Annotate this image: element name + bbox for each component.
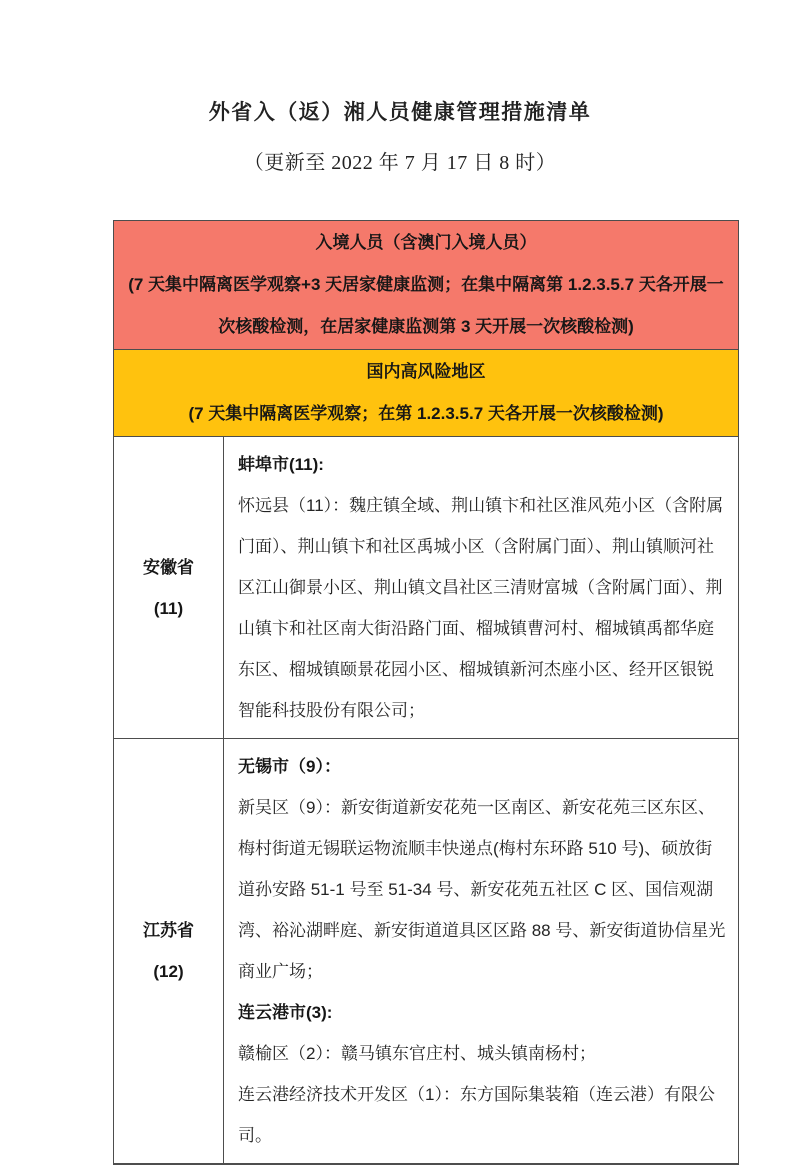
- table-row-anhui: [114, 437, 738, 739]
- area-list: 连云港经济技术开发区（1）：东方国际集装箱（连云港）有限公司。: [238, 1085, 715, 1145]
- city-heading: 无锡市（9）：: [238, 757, 341, 776]
- entry-banner: [114, 221, 738, 350]
- province-count: (12): [153, 962, 184, 981]
- entry-banner-heading: 入境人员（含澳门入境人员）: [315, 233, 537, 252]
- area-list: 怀远县（11）：魏庄镇全域、荆山镇卞和社区淮风苑小区（含附属门面）、荆山镇卞和社区禹城小区（含附属门面）、荆山镇顺河社区江山御景小区、荆山镇文昌社区三清财富城（含附属门面）、荆山镇卞和社区南大街沿路门面、榴城镇曹河村、榴城镇禹都华庭东区、榴城镇颐景花园小区、榴城镇新河杰座小区、经开区银锐智能科技股份有限公司；: [238, 496, 724, 720]
- high-risk-banner-detail: (7 天集中隔离医学观察；在第 1.2.3.5.7 天各开展一次核酸检测): [188, 404, 664, 423]
- province-cell: [114, 739, 224, 1163]
- city-heading: 蚌埠市(11):: [238, 455, 324, 474]
- province-name: 江苏省: [143, 921, 194, 940]
- city-heading: 连云港市(3):: [238, 1003, 333, 1022]
- page-title: 外省入（返）湘人员健康管理措施清单: [208, 100, 592, 124]
- document-header: [0, 0, 800, 175]
- page-subtitle: （更新至 2022 年 7 月 17 日 8 时）: [243, 152, 557, 174]
- area-list: 新吴区（9）：新安街道新安花苑一区南区、新安花苑三区东区、梅村街道无锡联运物流顺丰快递点(梅村东环路 510 号)、硕放街道孙安路 51-1 号至 51-34 号、新安花苑五社区 C 区、国信观湖湾、裕沁湖畔庭、新安街道道具区区路 88 号、新安街道协信星光商业广场；: [238, 798, 726, 981]
- area-list: 赣榆区（2）：赣马镇东官庄村、城头镇南杨村；: [238, 1044, 596, 1063]
- high-risk-banner: [114, 350, 738, 437]
- province-count: (11): [153, 598, 184, 618]
- detail-cell: [224, 739, 738, 1163]
- table-row-jiangsu: [114, 739, 738, 1164]
- province-name: 安徽省: [143, 557, 194, 577]
- entry-banner-detail: (7 天集中隔离医学观察+3 天居家健康监测；在集中隔离第 1.2.3.5.7 天各开展一次核酸检测，在居家健康监测第 3 天开展一次核酸检测): [128, 275, 724, 336]
- high-risk-banner-heading: 国内高风险地区: [366, 362, 486, 381]
- measures-table: [113, 220, 739, 1165]
- province-cell: [114, 437, 224, 738]
- detail-cell: [224, 437, 738, 738]
